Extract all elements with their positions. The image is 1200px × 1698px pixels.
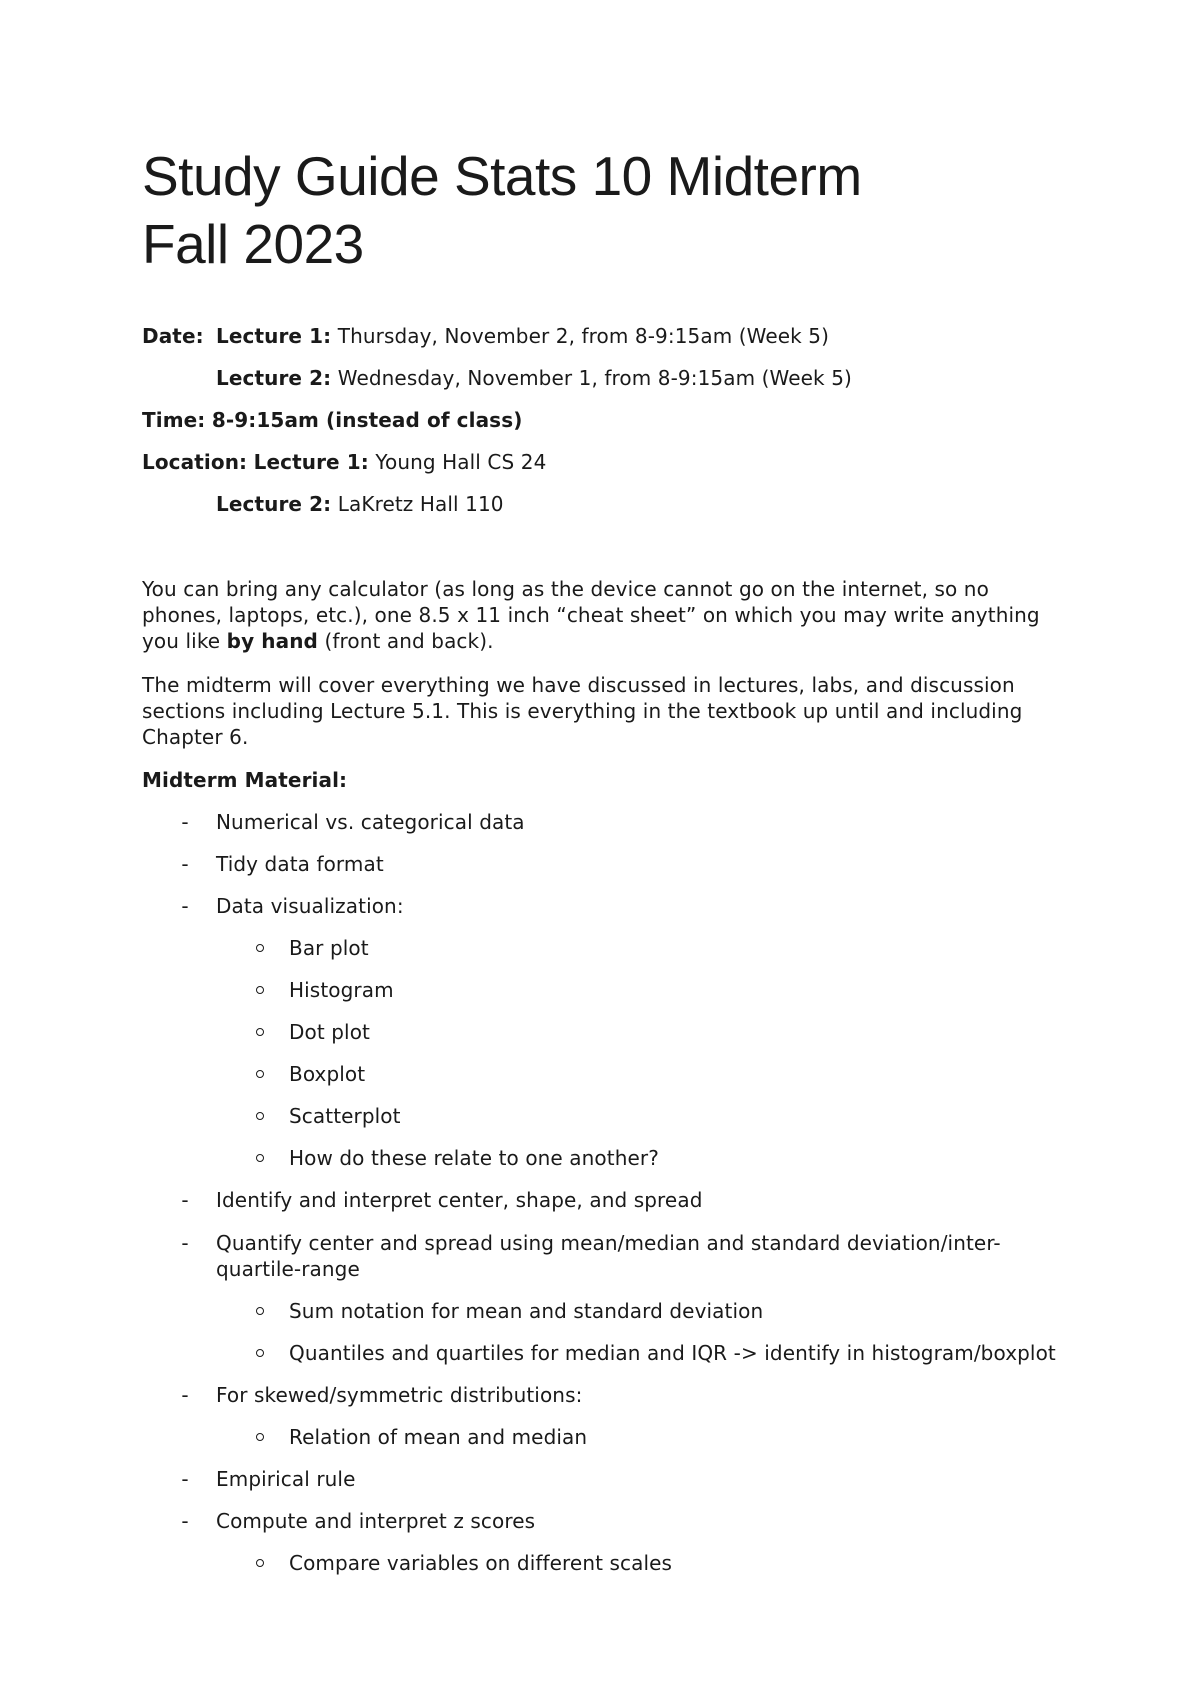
sublist-bullet-icon (256, 1433, 264, 1441)
sublist-bullet-icon (256, 1070, 264, 1078)
sublist-bullet-icon (256, 1154, 264, 1162)
sublist-item: Sum notation for mean and standard deviation (289, 1299, 764, 1323)
list-item: Tidy data format (216, 852, 384, 876)
time-value: 8-9:15am (instead of class) (211, 408, 523, 432)
lecture2-date: Wednesday, November 1, from 8-9:15am (Week 5) (337, 366, 852, 390)
sublist-bullet-icon (256, 1307, 264, 1315)
document-title (142, 142, 862, 278)
sublist-item: Histogram (289, 978, 394, 1002)
sublist-item: Dot plot (289, 1020, 370, 1044)
sublist-item: Relation of mean and median (289, 1425, 588, 1449)
material-heading: Midterm Material: (142, 768, 348, 792)
sublist-bullet-icon (256, 1349, 264, 1357)
lecture1-date-line (216, 323, 829, 349)
lecture1-date: Thursday, November 2, from 8-9:15am (Week 5) (337, 324, 830, 348)
calculator-paragraph: You can bring any calculator (as long as the device cannot go on the internet, so no phones, laptops, etc.), one 8.5 x 11 inch “cheat sheet” on which you may write anything you like by hand (front and back). (142, 577, 1040, 653)
time-line (142, 407, 522, 433)
list-dash: - (181, 894, 189, 918)
sublist-item: Compare variables on different scales (289, 1551, 673, 1575)
coverage-paragraph: The midterm will cover everything we have discussed in lectures, labs, and discussion sections including Lecture 5.1. This is everything in the textbook up until and including Chapter 6. (142, 673, 1023, 749)
sublist-item: Bar plot (289, 936, 369, 960)
location-label: Location: (142, 450, 248, 474)
list-item: Identify and interpret center, shape, and spread (216, 1188, 703, 1212)
list-dash: - (181, 810, 189, 834)
list-dash: - (181, 1231, 189, 1255)
sublist-item: Scatterplot (289, 1104, 401, 1128)
title-line-1: Study Guide Stats 10 Midterm (142, 145, 862, 207)
location-line (142, 449, 546, 475)
sublist-bullet-icon (256, 986, 264, 994)
time-label: Time: (142, 408, 206, 432)
lecture2-date-line (216, 365, 852, 391)
location-lecture2-line (216, 491, 504, 517)
title-line-2: Fall 2023 (142, 213, 364, 275)
list-dash: - (181, 1383, 189, 1407)
sublist-item: Quantiles and quartiles for median and IQR -> identify in histogram/boxplot (289, 1341, 1056, 1365)
date-label: Date: (142, 324, 204, 348)
list-dash: - (181, 1188, 189, 1212)
list-item: Empirical rule (216, 1467, 356, 1491)
list-item: Data visualization: (216, 894, 404, 918)
sublist-bullet-icon (256, 1559, 264, 1567)
location-lecture2-value: LaKretz Hall 110 (337, 492, 504, 516)
by-hand-emphasis: by hand (226, 629, 318, 653)
sublist-bullet-icon (256, 1028, 264, 1036)
list-item: Compute and interpret z scores (216, 1509, 536, 1533)
sublist-bullet-icon (256, 1112, 264, 1120)
lecture1-label: Lecture 1: (216, 324, 332, 348)
location-lecture1-label: Lecture 1: (253, 450, 369, 474)
list-item: For skewed/symmetric distributions: (216, 1383, 583, 1407)
list-dash: - (181, 1467, 189, 1491)
list-dash: - (181, 1509, 189, 1533)
sublist-item: Boxplot (289, 1062, 366, 1086)
lecture2-label: Lecture 2: (216, 366, 332, 390)
list-dash: - (181, 852, 189, 876)
list-item: Numerical vs. categorical data (216, 810, 525, 834)
sublist-item: How do these relate to one another? (289, 1146, 659, 1170)
list-item: Quantify center and spread using mean/median and standard deviation/inter-quartile-range (216, 1231, 1001, 1281)
location-lecture2-label: Lecture 2: (216, 492, 332, 516)
location-lecture1-value: Young Hall CS 24 (375, 450, 547, 474)
sublist-bullet-icon (256, 944, 264, 952)
